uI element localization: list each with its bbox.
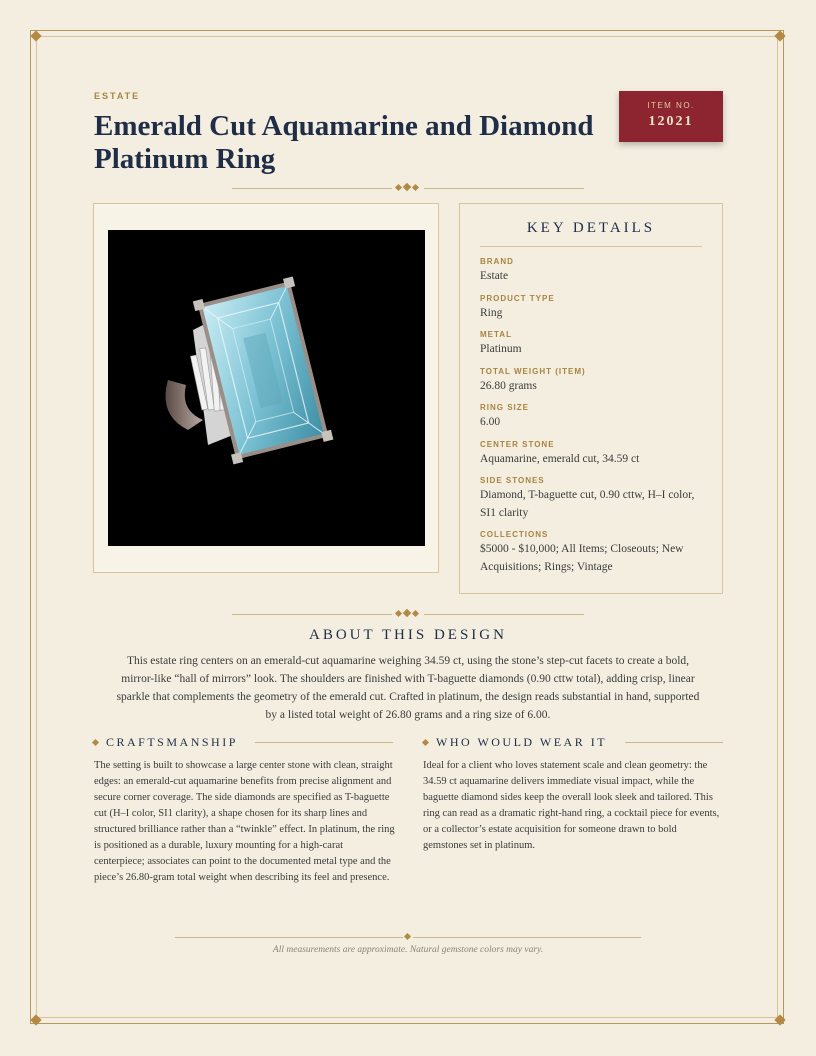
field-value-side-stones: Diamond, T-baguette cut, 0.90 cttw, H–I color, SI1 clarity [480,489,695,519]
field-label-side-stones: SIDE STONES [480,476,545,485]
product-photo [108,230,425,546]
product-photo-frame [93,203,439,573]
key-details-rule [480,246,702,247]
product-title: Emerald Cut Aquamarine and Diamond Platinum Ring [94,110,594,175]
field-label-ring-size: RING SIZE [480,403,530,412]
craftsmanship-rule [255,742,393,743]
header-divider-left [232,188,392,189]
field-label-product-type: PRODUCT TYPE [480,294,555,303]
wearer-text: Ideal for a client who loves statement scale and clean geometry: the 34.59 ct aquamarine delivers immediate visual impact, while the baguette diamond sides keep the overall look sleek and tailored. This ring can read as a dramatic right-hand ring, a cocktail piece for events, or a collector’s estate acquisition for someone drawn to bold gemstones set in platinum. [423,760,720,851]
footer-divider-right [413,937,641,938]
key-details-panel [459,203,723,594]
footer-divider-left [175,937,403,938]
field-value-total-weight: 26.80 grams [480,380,537,392]
field-label-total-weight: TOTAL WEIGHT (ITEM) [480,367,586,376]
about-divider-left [232,614,392,615]
field-value-center-stone: Aquamarine, emerald cut, 34.59 ct [480,453,640,465]
item-number-value: 12021 [648,114,694,129]
craftsmanship-text: The setting is built to showcase a large center stone with clean, straight edges: an emerald-cut aquamarine benefits from precise alignment and secure corner coverage. The side diamonds are specified as T-baguette cut (H–I color, SI1 clarity), a shape chosen for its sharp lines and structured brilliance rather than a “twinkle” effect. In platinum, the ring is positioned as a durable, luxury mounting for a high-carat centerpiece; associates can point to the documented metal type and the piece’s 26.80-gram total weight when describing its feel and presence. [94,760,395,883]
about-title: ABOUT THIS DESIGN [309,627,507,643]
about-text: This estate ring centers on an emerald-cut aquamarine weighing 34.59 ct, using the stone’s step-cut facets to create a bold, mirror-like “hall of mirrors” look. The shoulders are finished with T-baguette diamonds (0.90 cttw total), adding crisp, linear sparkle that complements the geometry of the emerald cut. Crafted in platinum, the design reads substantial in hand, supported by a listed total weight of 26.80 grams and a ring size of 6.00. [116,655,700,721]
divider-ornament-icon [396,184,420,192]
field-value-ring-size: 6.00 [480,416,501,428]
field-value-product-type: Ring [480,307,503,319]
field-label-center-stone: CENTER STONE [480,440,555,449]
ring-image-icon [108,230,425,546]
key-details-title: KEY DETAILS [526,220,656,236]
brand-kicker: ESTATE [94,91,141,101]
about-divider-right [424,614,584,615]
divider-ornament-icon [396,610,420,618]
header-divider-right [424,188,584,189]
craftsmanship-heading: CRAFTSMANSHIP [106,735,238,749]
field-value-brand: Estate [480,270,509,282]
footer-note: All measurements are approximate. Natural gemstone colors may vary. [272,945,544,955]
item-number-label: ITEM NO. [647,101,695,110]
field-label-collections: COLLECTIONS [480,530,549,539]
wearer-rule [625,742,723,743]
field-label-brand: BRAND [480,257,514,266]
item-number-badge [619,91,723,142]
field-label-metal: METAL [480,330,512,339]
field-value-collections: $5000 - $10,000; All Items; Closeouts; New Acquisitions; Rings; Vintage [480,543,684,573]
field-value-metal: Platinum [480,343,522,355]
wearer-heading: WHO WOULD WEAR IT [436,735,608,749]
